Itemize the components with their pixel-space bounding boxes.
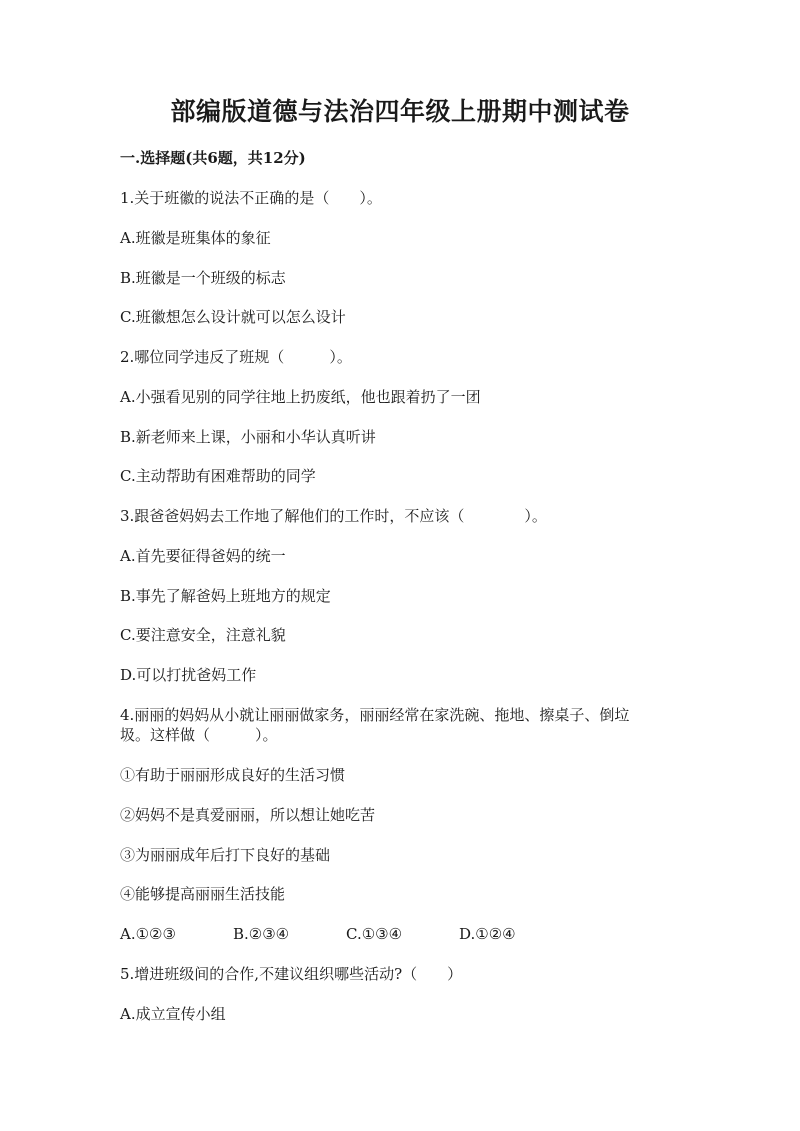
question-3-option-c: C.要注意安全，注意礼貌 [120,626,286,644]
question-4-statement-1: ①有助于丽丽形成良好的生活习惯 [120,766,346,784]
question-4-option-d: D.①②④ [459,925,516,943]
question-2-option-c: C.主动帮助有困难帮助的同学 [120,467,316,485]
question-1-option-a: A.班徽是班集体的象征 [120,229,271,247]
question-4-option-a: A.①②③ [120,925,176,943]
question-1-option-b: B.班徽是一个班级的标志 [120,269,286,287]
question-5-stem: 5.增进班级间的合作,不建议组织哪些活动?（ ） [120,965,463,983]
question-3-option-d: D.可以打扰爸妈工作 [120,666,257,684]
question-3-option-b: B.事先了解爸妈上班地方的规定 [120,587,331,605]
question-4-option-b: B.②③④ [233,925,290,943]
question-4-stem-line-1: 4.丽丽的妈妈从小就让丽丽做家务，丽丽经常在家洗碗、拖地、擦桌子、倒垃 [120,706,630,724]
question-2-option-b: B.新老师来上课，小丽和小华认真听讲 [120,428,376,446]
question-2-stem: 2.哪位同学违反了班规（ ）。 [120,348,352,366]
question-4-option-c: C.①③④ [346,925,403,943]
page-title: 部编版道德与法治四年级上册期中测试卷 [170,97,630,126]
question-4-stem-line-2: 圾。这样做（ ）。 [120,726,278,744]
section-heading: 一.选择题(共6题，共12分) [120,149,306,167]
question-1-option-c: C.班徽想怎么设计就可以怎么设计 [120,308,346,326]
question-4-statement-2: ②妈妈不是真爱丽丽，所以想让她吃苦 [120,806,376,824]
question-4-statement-3: ③为丽丽成年后打下良好的基础 [120,846,331,864]
question-1-stem: 1.关于班徽的说法不正确的是（ ）。 [120,189,382,207]
question-3-stem: 3.跟爸爸妈妈去工作地了解他们的工作时，不应该（ ）。 [120,507,547,525]
question-5-option-a: A.成立宣传小组 [120,1005,226,1023]
question-4-options [120,924,680,944]
question-4-statement-4: ④能够提高丽丽生活技能 [120,885,286,903]
question-3-option-a: A.首先要征得爸妈的统一 [120,547,286,565]
question-2-option-a: A.小强看见别的同学往地上扔废纸，他也跟着扔了一团 [120,388,481,406]
